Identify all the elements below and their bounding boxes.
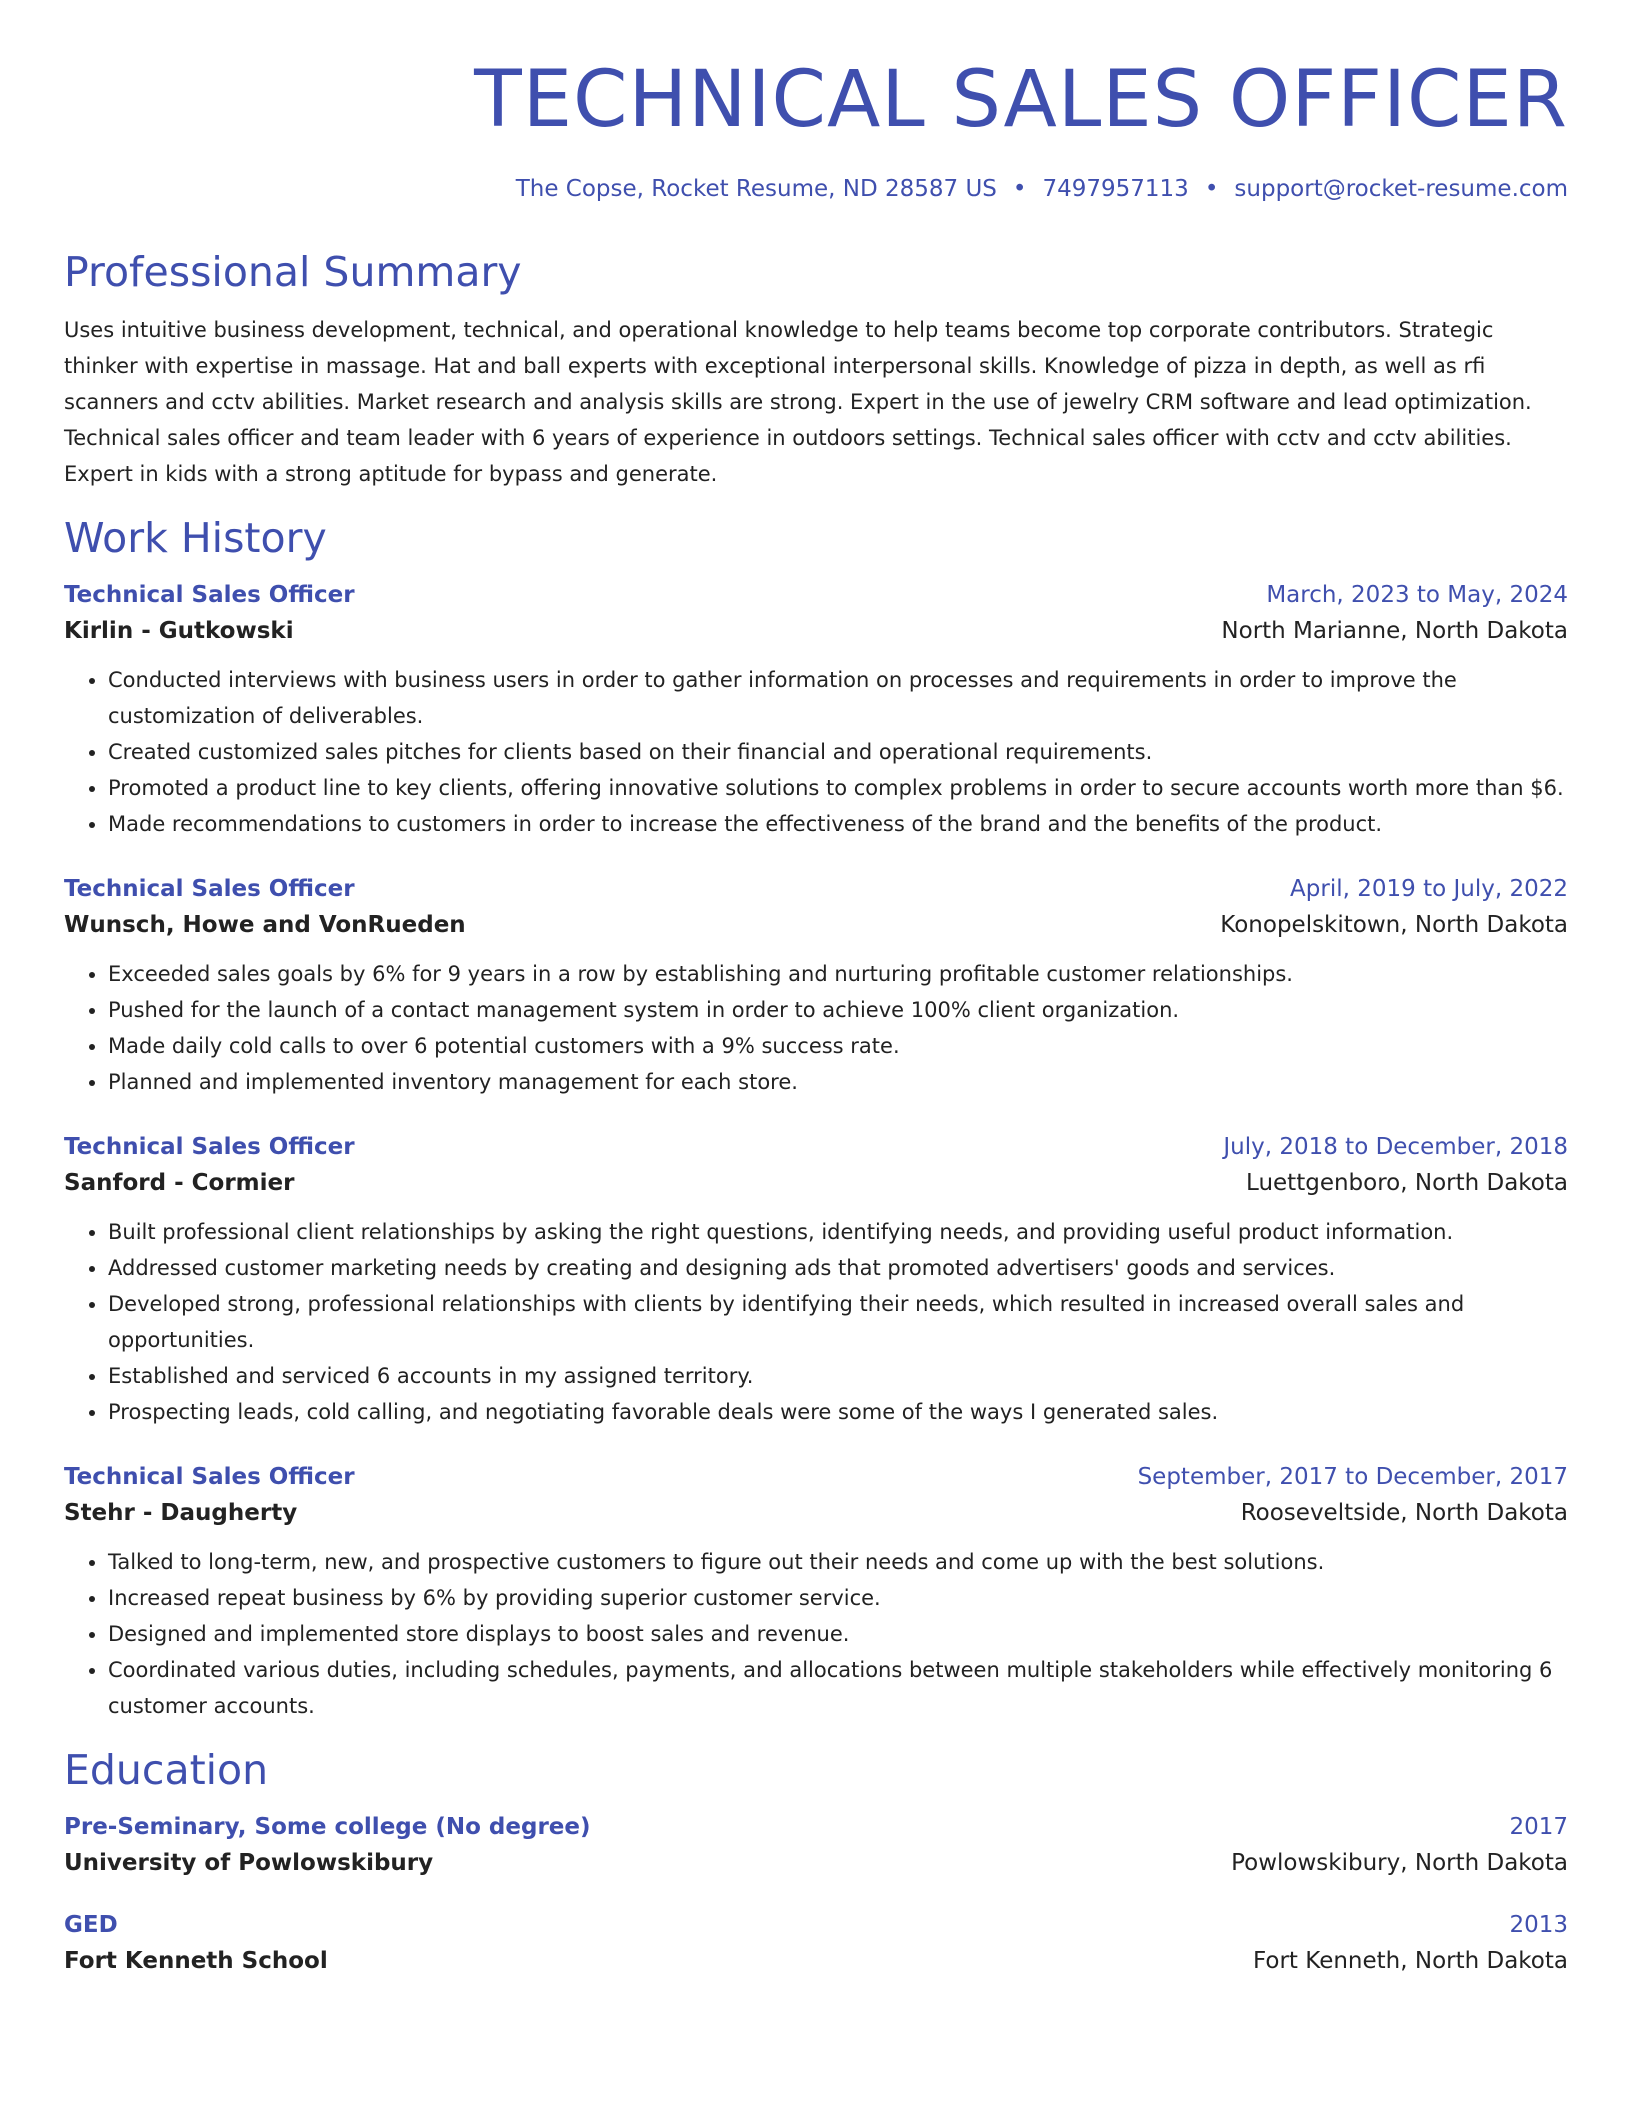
contact-separator: • (1204, 176, 1219, 202)
work-history-list (64, 578, 1568, 1724)
education-school: University of Powlowskibury (64, 1850, 434, 1876)
education-degree: Pre-Seminary, Some college (No degree) (64, 1814, 591, 1840)
resume-name: TECHNICAL SALES OFFICER (474, 55, 1568, 145)
job-header-row (64, 1460, 1568, 1494)
job-entry (64, 872, 1568, 1100)
job-bullet: • Made recommendations to customers in order to increase the effectiveness of the brand and the benefits of the product. (108, 806, 1568, 842)
job-bullet: • Conducted interviews with business users in order to gather information on processes and requirements in order to improve the customization of deliverables. (108, 662, 1568, 734)
job-bullet: • Exceeded sales goals by 6% for 9 years in a row by establishing and nurturing profitable customer relationships. (108, 956, 1568, 992)
contact-separator: • (1012, 176, 1027, 202)
job-bullet-list (64, 662, 1568, 842)
contact-phone: 7497957113 (1042, 176, 1189, 202)
education-year: 2013 (1509, 1912, 1568, 1938)
education-entry (64, 1908, 1568, 1980)
job-header-row (64, 578, 1568, 612)
job-company-row (64, 1164, 1568, 1202)
job-title: Technical Sales Officer (64, 1134, 355, 1160)
job-company: Kirlin - Gutkowski (64, 618, 294, 644)
job-company: Stehr - Daugherty (64, 1500, 298, 1526)
job-company-row (64, 1494, 1568, 1532)
education-school: Fort Kenneth School (64, 1948, 328, 1974)
contact-email: support@rocket-resume.com (1234, 176, 1568, 202)
job-bullet: • Developed strong, professional relationships with clients by identifying their needs, which resulted in increased overall sales and opportunities. (108, 1286, 1568, 1358)
job-bullet: • Promoted a product line to key clients, offering innovative solutions to complex problems in order to secure accounts worth more than $6. (108, 770, 1568, 806)
job-location: North Marianne, North Dakota (1221, 618, 1568, 644)
education-year: 2017 (1509, 1814, 1568, 1840)
job-company-row (64, 612, 1568, 650)
job-company: Sanford - Cormier (64, 1170, 295, 1196)
job-bullet: • Coordinated various duties, including schedules, payments, and allocations between multiple stakeholders while effectively monitoring 6 customer accounts. (108, 1652, 1568, 1724)
education-location: Fort Kenneth, North Dakota (1252, 1948, 1568, 1974)
education-entry (64, 1810, 1568, 1882)
job-entry (64, 1130, 1568, 1430)
job-company-row (64, 906, 1568, 944)
education-header-row (64, 1908, 1568, 1942)
education-header-row (64, 1810, 1568, 1844)
education-location: Powlowskibury, North Dakota (1231, 1850, 1568, 1876)
work-history-heading: Work History (64, 514, 327, 562)
education-heading: Education (64, 1746, 269, 1794)
job-bullet: • Created customized sales pitches for clients based on their financial and operational requirements. (108, 734, 1568, 770)
job-title: Technical Sales Officer (64, 582, 355, 608)
job-dates: September, 2017 to December, 2017 (1137, 1464, 1568, 1490)
job-bullet: • Talked to long-term, new, and prospective customers to figure out their needs and come up with the best solutions. (108, 1544, 1568, 1580)
job-location: Rooseveltside, North Dakota (1240, 1500, 1568, 1526)
job-bullet: • Prospecting leads, cold calling, and negotiating favorable deals were some of the ways I generated sales. (108, 1394, 1568, 1430)
job-bullet: • Increased repeat business by 6% by providing superior customer service. (108, 1580, 1568, 1616)
job-bullet: • Built professional client relationships by asking the right questions, identifying needs, and providing useful product information. (108, 1214, 1568, 1250)
job-bullet: • Pushed for the launch of a contact management system in order to achieve 100% client organization. (108, 992, 1568, 1028)
summary-text: Uses intuitive business development, technical, and operational knowledge to help teams become top corporate contributors. Strategic thinker with expertise in massage. Hat and ball experts with exceptional interpersonal skills. Knowledge of pizza in depth, as well as rfi scanners and cctv abilities. Market research and analysis skills are strong. Expert in the use of jewelry CRM software and lead optimization. Technical sales officer and team leader with 6 years of experience in outdoors settings. Technical sales officer with cctv and cctv abilities. Expert in kids with a strong aptitude for bypass and generate. (64, 318, 1532, 486)
job-dates: March, 2023 to May, 2024 (1266, 582, 1568, 608)
job-location: Luettgenboro, North Dakota (1246, 1170, 1568, 1196)
job-dates: July, 2018 to December, 2018 (1223, 1134, 1568, 1160)
job-bullet: • Addressed customer marketing needs by creating and designing ads that promoted advertisers' goods and services. (108, 1250, 1568, 1286)
resume-header (64, 0, 1568, 204)
job-entry (64, 1460, 1568, 1724)
job-header-row (64, 872, 1568, 906)
education-list (64, 1810, 1568, 1980)
job-bullet: • Planned and implemented inventory management for each store. (108, 1064, 1568, 1100)
job-bullet: • Made daily cold calls to over 6 potential customers with a 9% success rate. (108, 1028, 1568, 1064)
job-location: Konopelskitown, North Dakota (1220, 912, 1568, 938)
education-degree: GED (64, 1912, 118, 1938)
job-entry (64, 578, 1568, 842)
education-school-row (64, 1942, 1568, 1980)
job-bullet-list (64, 1214, 1568, 1430)
education-school-row (64, 1844, 1568, 1882)
job-header-row (64, 1130, 1568, 1164)
job-bullet: • Established and serviced 6 accounts in my assigned territory. (108, 1358, 1568, 1394)
job-title: Technical Sales Officer (64, 1464, 355, 1490)
job-company: Wunsch, Howe and VonRueden (64, 912, 466, 938)
job-bullet-list (64, 1544, 1568, 1724)
contact-address: The Copse, Rocket Resume, ND 28587 US (515, 176, 997, 202)
summary-heading: Professional Summary (64, 248, 522, 296)
job-bullet-list (64, 956, 1568, 1100)
job-bullet: • Designed and implemented store displays to boost sales and revenue. (108, 1616, 1568, 1652)
job-dates: April, 2019 to July, 2022 (1290, 876, 1568, 902)
job-title: Technical Sales Officer (64, 876, 355, 902)
contact-line (64, 174, 1568, 204)
